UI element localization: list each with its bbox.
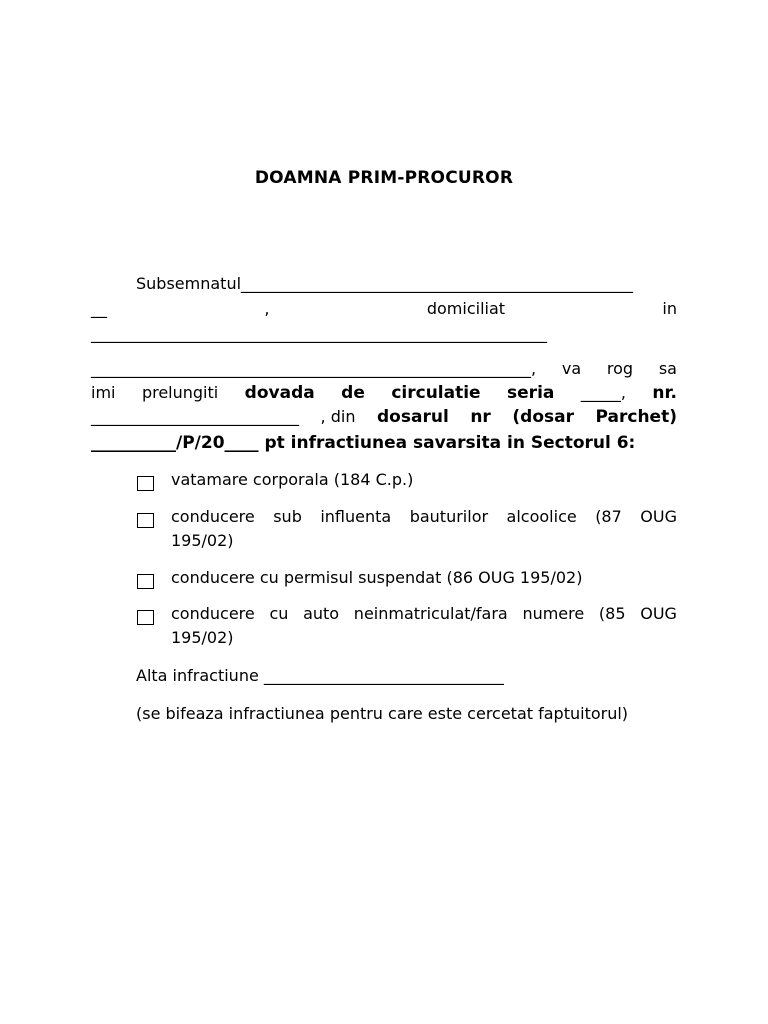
option-word: OUG [640, 507, 677, 526]
word-prelungiti: prelungiti [141, 383, 219, 402]
option-word: sub [273, 507, 302, 526]
checkbox[interactable] [137, 574, 154, 589]
word-de: de [341, 383, 365, 403]
option-text [171, 602, 677, 650]
option-word: (87 [595, 507, 622, 526]
paragraph-line-2 [91, 297, 677, 321]
option-line [171, 505, 677, 529]
option-word: bauturilor [409, 507, 489, 526]
option-word: (85 [598, 604, 626, 623]
option-word: conducere [171, 604, 255, 623]
option-text [171, 566, 677, 590]
word-sa: sa [658, 359, 677, 378]
option-word: cu [269, 604, 289, 623]
paragraph-line-6 [91, 405, 677, 429]
checkbox[interactable] [137, 610, 154, 625]
option-word: numere [522, 604, 585, 623]
paragraph-line-5 [91, 381, 677, 405]
instruction-note [136, 702, 677, 726]
word-seria: seria [507, 383, 555, 403]
option-line: 195/02) [171, 531, 234, 550]
paragraph-line-7 [91, 431, 677, 455]
checkbox[interactable] [137, 476, 154, 491]
word-dovada: dovada [244, 383, 315, 403]
paragraph-line-3 [91, 322, 677, 346]
series-blank[interactable]: _____, [580, 383, 626, 402]
option-word: conducere [171, 507, 255, 526]
domiciliat-label: domiciliat [426, 299, 506, 318]
note-text: (se bifeaza infractiunea pentru care este cercetat faptuitorul) [136, 704, 629, 723]
option-line: vatamare corporala (184 C.p.) [171, 470, 414, 489]
case-number-line: __________/P/20____ pt infractiunea savarsita in Sectorul 6: [91, 433, 636, 453]
option-word: auto [303, 604, 340, 623]
address-blank[interactable]: _________________________________________________________ [91, 324, 547, 343]
name-blank-continued[interactable]: __ [91, 299, 107, 318]
option-word: influenta [320, 507, 392, 526]
in-text: in [662, 299, 677, 318]
word-nr: nr. [652, 383, 677, 403]
option-line [171, 602, 677, 626]
paragraph-line-4 [91, 357, 677, 381]
paragraph-line-1 [91, 272, 677, 296]
comma-text: , [264, 299, 270, 318]
word-parchet: Parchet) [595, 407, 677, 427]
address-blank-continued[interactable]: _______________________________________________________, [91, 359, 537, 378]
option-line: conducere cu permisul suspendat (86 OUG 195/02) [171, 568, 583, 587]
word-dosarul: dosarul [377, 407, 449, 427]
word-va: va [561, 359, 582, 378]
option-word: neinmatriculat/fara [353, 604, 508, 623]
word-dosar-paren: (dosar [512, 407, 574, 427]
other-offense-label: Alta infractiune ______________________________ [136, 666, 504, 685]
word-circulatie: circulatie [391, 383, 481, 403]
option-word: alcoolice [506, 507, 577, 526]
word-din: , din [320, 407, 356, 426]
option-word: OUG [640, 604, 677, 623]
option-text [171, 505, 677, 553]
subsemnatul-label: Subsemnatul [136, 274, 242, 293]
option-text [171, 468, 677, 492]
word-imi: imi [91, 383, 116, 402]
document-title: DOAMNA PRIM-PROCUROR [254, 168, 514, 188]
word-rog: rog [606, 359, 634, 378]
checkbox[interactable] [137, 513, 154, 528]
number-blank[interactable]: __________________________ [91, 407, 299, 426]
name-blank[interactable]: _________________________________________________ [241, 274, 634, 293]
other-offense-line[interactable] [136, 664, 676, 688]
option-line: 195/02) [171, 628, 234, 647]
word-dosar-nr: nr [470, 407, 491, 427]
